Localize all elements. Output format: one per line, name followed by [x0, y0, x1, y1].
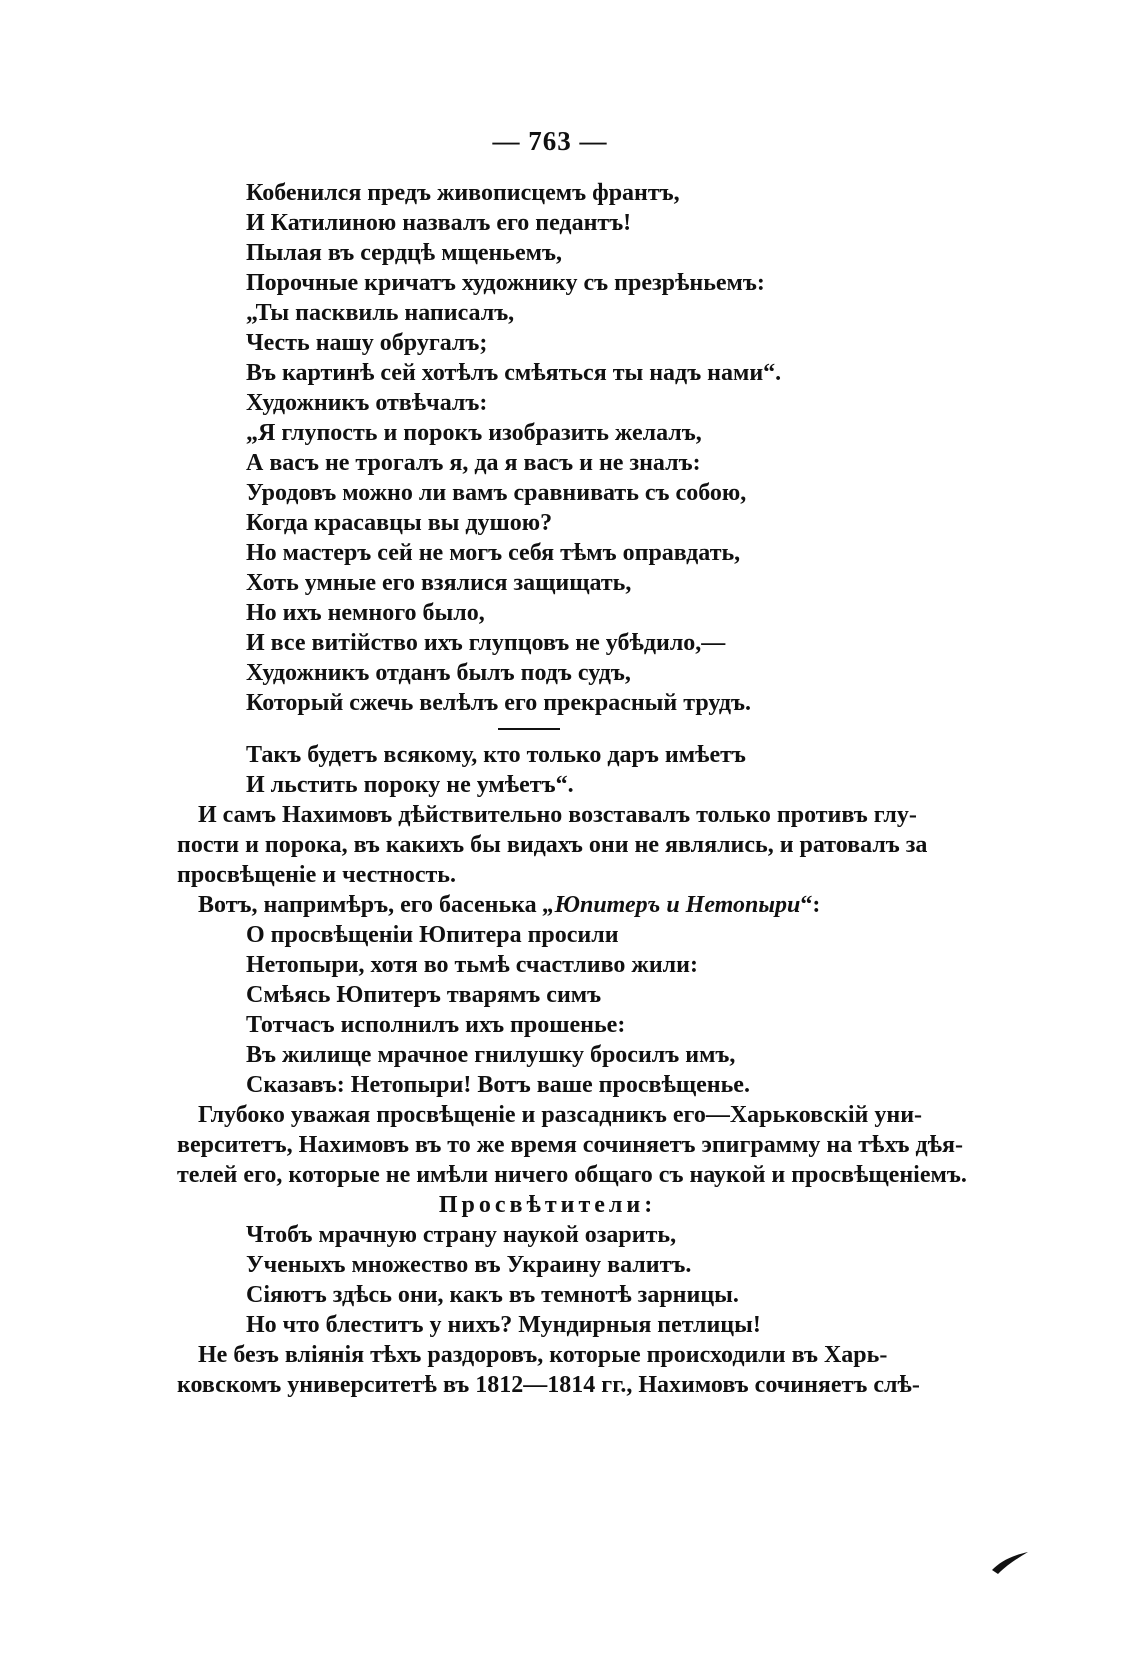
verse-line: Такъ будетъ всякому, кто только даръ имѣетъ [246, 742, 746, 768]
fable-title: „Юпитеръ и Нетопыри [542, 892, 801, 918]
paragraph-line: телей его, которые не имѣли ничего общаго съ наукой и просвѣщеніемъ. [177, 1162, 967, 1188]
paragraph-text: Вотъ, напримѣръ, его басенька [198, 892, 543, 918]
verse-line: А васъ не трогалъ я, да я васъ и не зналъ: [246, 450, 701, 476]
paragraph-line: И самъ Нахимовъ дѣйствительно возставалъ только противъ глу- [198, 802, 917, 828]
paragraph-text: “: [800, 892, 821, 918]
verse-line: Уродовъ можно ли вамъ сравнивать съ собою, [246, 480, 747, 506]
ink-mark [990, 1548, 1030, 1576]
verse-line: Честь нашу обругалъ; [246, 330, 488, 356]
verse-line: И все витійство ихъ глупцовъ не убѣдило,— [246, 630, 726, 656]
verse-line: Пылая въ сердцѣ мщеньемъ, [246, 240, 562, 266]
verse-line: Но ихъ немного было, [246, 600, 485, 626]
paragraph-line [198, 890, 820, 920]
verse-line: Художникъ отвѣчалъ: [246, 390, 488, 416]
verse-line: Порочные кричатъ художнику съ презрѣньемъ: [246, 270, 765, 296]
paragraph-line: Глубоко уважая просвѣщеніе и разсадникъ его—Харьковскій уни- [198, 1102, 923, 1128]
verse-line: Хоть умные его взялися защищать, [246, 570, 632, 596]
verse-line: О просвѣщеніи Юпитера просили [246, 922, 619, 948]
paragraph-line: Не безъ вліянія тѣхъ раздоровъ, которые происходили въ Харь- [198, 1342, 888, 1368]
paragraph-line: верситетъ, Нахимовъ въ то же время сочиняетъ эпиграмму на тѣхъ дѣя- [177, 1132, 964, 1158]
verse-line: Когда красавцы вы душою? [246, 510, 553, 536]
verse-line: Чтобъ мрачную страну наукой озарить, [246, 1222, 677, 1248]
verse-line: И льстить пороку не умѣетъ“. [246, 772, 574, 798]
divider-rule [498, 728, 560, 730]
verse-line: „Я глупость и порокъ изобразить желалъ, [246, 420, 702, 446]
verse-line: Нетопыри, хотя во тьмѣ счастливо жили: [246, 952, 698, 978]
verse-line: Сіяютъ здѣсь они, какъ въ темнотѣ зарницы. [246, 1282, 739, 1308]
verse-line: Въ картинѣ сей хотѣлъ смѣяться ты надъ нами“. [246, 360, 782, 386]
verse-line: Въ жилище мрачное гнилушку бросилъ имъ, [246, 1042, 736, 1068]
verse-line: Художникъ отданъ былъ подъ судъ, [246, 660, 631, 686]
verse-line: Тотчасъ исполнилъ ихъ прошенье: [246, 1012, 626, 1038]
page-number: — 763 — [492, 126, 608, 156]
verse-line: Сказавъ: Нетопыри! Вотъ ваше просвѣщенье. [246, 1072, 750, 1098]
paragraph-line: просвѣщеніе и честность. [177, 862, 456, 888]
verse-line: Ученыхъ множество въ Украину валитъ. [246, 1252, 692, 1278]
verse-line: Смѣясь Юпитеръ тварямъ симъ [246, 982, 602, 1008]
verse-line: И Катилиною назвалъ его педантъ! [246, 210, 632, 236]
paragraph-line: ковскомъ университетѣ въ 1812—1814 гг., Нахимовъ сочиняетъ слѣ- [177, 1372, 920, 1398]
verse-line: Но мастеръ сей не могъ себя тѣмъ оправдать, [246, 540, 741, 566]
epigram-title: Просвѣтители: [438, 1192, 657, 1218]
verse-line: „Ты пасквиль написалъ, [246, 300, 515, 326]
verse-line: Но что блеститъ у нихъ? Мундирныя петлицы! [246, 1312, 761, 1338]
verse-line: Который сжечь велѣлъ его прекрасный трудъ. [246, 690, 751, 716]
verse-line: Кобенился предъ живописцемъ франтъ, [246, 180, 680, 206]
paragraph-line: пости и порока, въ какихъ бы видахъ они не являлись, и ратовалъ за [177, 832, 928, 858]
